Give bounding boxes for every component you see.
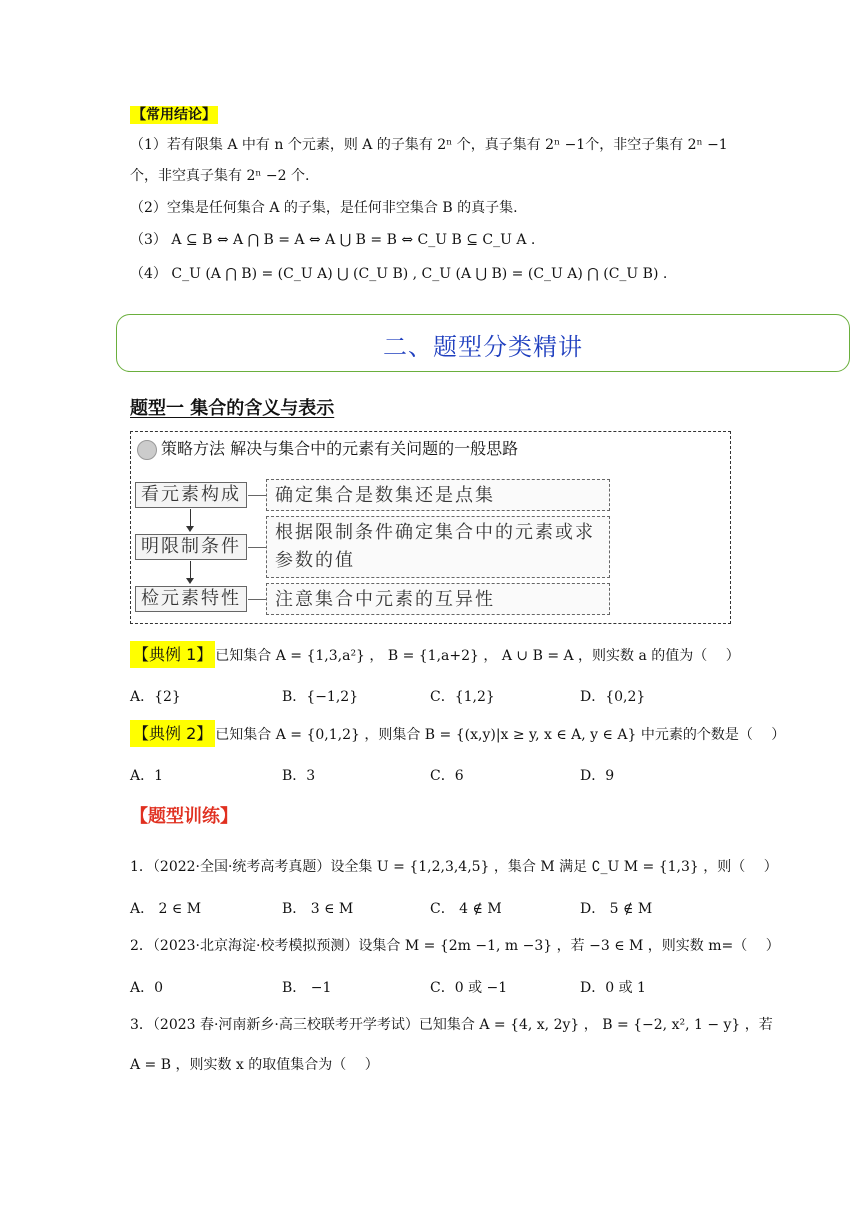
example-1-option-c: C．{1,2} (430, 689, 495, 705)
strategy-title (137, 436, 518, 460)
flow-arrow-2 (190, 561, 191, 579)
example-1-option-b: B．{−1,2} (282, 689, 359, 705)
example-1-option-a: A．{2} (130, 689, 181, 705)
conclusion-item-3: （3） A ⊆ B ⇔ A ⋂ B = A ⇔ A ⋃ B = B ⇔ C_U B ⊆ C_U A . (130, 232, 536, 248)
question-2-option-c: C．0 或 −1 (430, 980, 508, 996)
question-1-option-d: D． 5 ∉ M (580, 901, 653, 917)
example-2-option-b: B．3 (282, 768, 316, 784)
strategy-desc-3: 注意集合中元素的互异性 (266, 583, 610, 615)
strategy-step-1: 看元素构成 (135, 482, 247, 508)
connector-line-3 (248, 599, 266, 600)
strategy-box (130, 431, 731, 624)
example-1 (130, 645, 740, 666)
question-3-line2: A = B ，则实数 x 的取值集合为（ ） (130, 1057, 379, 1073)
section-header-box (116, 314, 850, 372)
question-1-option-b: B． 3 ∈ M (282, 901, 354, 917)
section-title: 二、题型分类精讲 (383, 333, 583, 361)
flow-arrow-1 (190, 509, 191, 527)
question-2: 2．（2023·北京海淀·校考模拟预测）设集合 M = {2m −1, m −3} ，若 −3 ∈ M ，则实数 m=（ ） (130, 938, 780, 954)
question-2-option-d: D．0 或 1 (580, 980, 646, 996)
question-3-line1: 3．（2023 春·河南新乡·高三校联考开学考试）已知集合 A = {4, x, 2y} ， B = {−2, x², 1 − y} ，若 (130, 1017, 773, 1033)
example-2-option-a: A．1 (130, 768, 164, 784)
training-title: 【题型训练】 (130, 806, 238, 827)
example-2-label: 【典例 2】 (130, 720, 215, 747)
conclusion-item-1-line2: 个，非空真子集有 2ⁿ −2 个. (130, 168, 310, 184)
example-2-text: 已知集合 A = {0,1,2} ，则集合 B = {(x,y)|x ≥ y, x ∈ A, y ∈ A} 中元素的个数是（ ） (215, 727, 786, 743)
example-1-option-d: D．{0,2} (580, 689, 646, 705)
conclusion-item-2: （2）空集是任何集合 A 的子集，是任何非空集合 B 的真子集. (130, 200, 518, 216)
strategy-title-text: 策略方法 解决与集合中的元素有关问题的一般思路 (161, 439, 519, 458)
arrow-down-icon (186, 578, 194, 584)
strategy-desc-1: 确定集合是数集还是点集 (266, 479, 610, 511)
strategy-step-2: 明限制条件 (135, 534, 247, 560)
question-2-option-b: B． −1 (282, 980, 332, 996)
connector-line-1 (248, 495, 266, 496)
example-2-option-c: C．6 (430, 768, 464, 784)
strategy-step-3: 检元素特性 (135, 586, 247, 612)
conclusion-item-1-line1: （1）若有限集 A 中有 n 个元素，则 A 的子集有 2ⁿ 个，真子集有 2ⁿ −1个，非空子集有 2ⁿ −1 (130, 137, 728, 153)
conclusion-item-4: （4） C_U (A ⋂ B) = (C_U A) ⋃ (C_U B) , C_U (A ⋃ B) = (C_U A) ⋂ (C_U B) . (130, 266, 668, 282)
type1-heading: 题型一 集合的含义与表示 (130, 398, 335, 419)
gear-icon (137, 440, 157, 460)
question-2-option-a: A．0 (130, 980, 164, 996)
example-1-label: 【典例 1】 (130, 641, 215, 668)
example-2 (130, 724, 785, 745)
question-1-option-c: C． 4 ∉ M (430, 901, 502, 917)
question-1-option-a: A． 2 ∈ M (130, 901, 202, 917)
connector-line-2 (248, 547, 266, 548)
arrow-down-icon (186, 526, 194, 532)
example-2-option-d: D．9 (580, 768, 615, 784)
strategy-desc-2: 根据限制条件确定集合中的元素或求参数的值 (266, 516, 610, 578)
example-1-text: 已知集合 A = {1,3,a²} ， B = {1,a+2} ， A ∪ B = A ，则实数 a 的值为（ ） (215, 648, 740, 664)
question-1: 1．（2022·全国·统考高考真题）设全集 U = {1,2,3,4,5} ，集合 M 满足 ∁_U M = {1,3} ，则（ ） (130, 859, 778, 875)
conclusions-title: 【常用结论】 (132, 107, 216, 123)
